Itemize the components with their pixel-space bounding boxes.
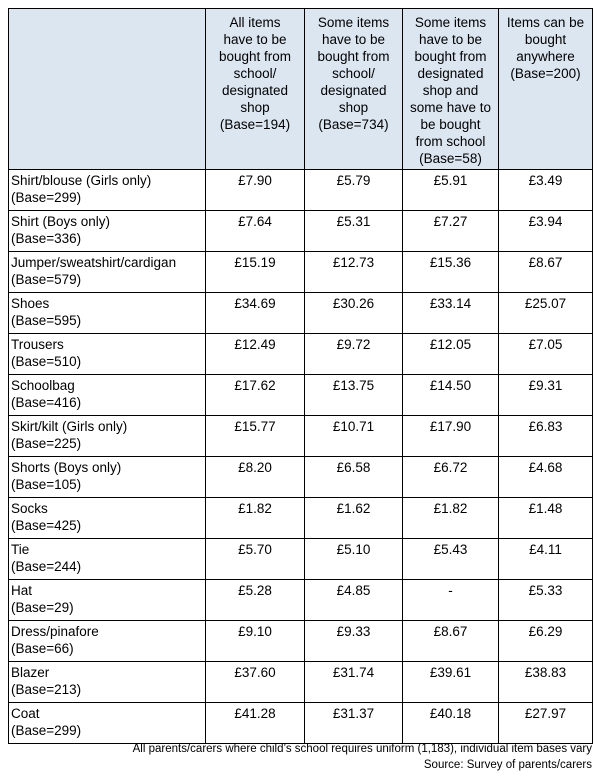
column-header-line: have to be (321, 32, 386, 47)
price-cell: £5.28 (206, 580, 305, 621)
column-header-line: bought from (317, 49, 390, 64)
column-header-line: anywhere (516, 49, 575, 64)
item-name: Jumper/sweatshirt/cardigan (11, 255, 177, 270)
price-cell: £1.48 (499, 498, 593, 539)
column-header-line: shop and (422, 83, 479, 98)
item-name: Shirt/blouse (Girls only) (11, 173, 152, 188)
header-row (9, 9, 593, 170)
table-row (9, 498, 593, 539)
price-cell: £12.73 (305, 252, 403, 293)
price-cell: £4.68 (499, 457, 593, 498)
price-cell: £7.27 (403, 211, 499, 252)
item-cell (9, 457, 206, 498)
price-cell: £6.29 (499, 621, 593, 662)
price-cell: £15.19 (206, 252, 305, 293)
price-cell: £8.67 (499, 252, 593, 293)
item-name: Hat (11, 583, 33, 598)
table-row (9, 662, 593, 703)
table-row (9, 375, 593, 416)
item-base: (Base=213) (11, 682, 82, 697)
price-cell: £5.43 (403, 539, 499, 580)
price-cell: £1.62 (305, 498, 403, 539)
item-cell (9, 334, 206, 375)
item-base: (Base=510) (11, 354, 82, 369)
table-row (9, 211, 593, 252)
table-row (9, 293, 593, 334)
price-cell: £41.28 (206, 703, 305, 744)
item-name: Schoolbag (11, 378, 75, 393)
column-header-line: (Base=194) (219, 117, 291, 132)
table-row (9, 539, 593, 580)
column-header-line: (Base=734) (318, 117, 389, 132)
column-header-line: shop (338, 100, 369, 115)
price-cell: - (403, 580, 499, 621)
price-cell: £31.37 (305, 703, 403, 744)
item-cell (9, 293, 206, 334)
table-header (9, 9, 593, 170)
table-row (9, 170, 593, 211)
price-cell: £33.14 (403, 293, 499, 334)
item-name: Skirt/kilt (Girls only) (11, 419, 128, 434)
column-header-line: designated (417, 66, 484, 81)
column-header-line: be bought (420, 117, 481, 132)
price-cell: £9.10 (206, 621, 305, 662)
price-cell: £1.82 (403, 498, 499, 539)
item-base: (Base=225) (11, 436, 82, 451)
column-header-line: designated (320, 83, 387, 98)
source-footnote: Source: Survey of parents/carers (423, 759, 592, 771)
item-name: Trousers (11, 337, 64, 352)
table-row (9, 621, 593, 662)
item-base: (Base=66) (11, 641, 74, 656)
item-base: (Base=299) (11, 723, 82, 738)
price-cell: £7.05 (499, 334, 593, 375)
price-cell: £6.58 (305, 457, 403, 498)
price-cell: £5.79 (305, 170, 403, 211)
price-cell: £6.72 (403, 457, 499, 498)
price-cell: £4.85 (305, 580, 403, 621)
price-cell: £14.50 (403, 375, 499, 416)
price-cell: £5.70 (206, 539, 305, 580)
column-header-line: some have to (409, 100, 492, 115)
price-cell: £10.71 (305, 416, 403, 457)
column-header (403, 9, 499, 170)
table-row (9, 252, 593, 293)
price-cell: £8.67 (403, 621, 499, 662)
column-header-line: from school (415, 134, 486, 149)
price-cell: £8.20 (206, 457, 305, 498)
price-cell: £12.05 (403, 334, 499, 375)
price-cell: £17.62 (206, 375, 305, 416)
item-cell (9, 416, 206, 457)
column-header-line: school/ (233, 66, 277, 81)
item-name: Shoes (11, 296, 50, 311)
column-header (206, 9, 305, 170)
price-cell: £15.36 (403, 252, 499, 293)
uniform-cost-table (8, 8, 593, 744)
item-name: Coat (11, 706, 40, 721)
item-cell (9, 580, 206, 621)
column-header-line: bought from (414, 49, 487, 64)
item-cell (9, 375, 206, 416)
table-row (9, 703, 593, 744)
column-header (499, 9, 593, 170)
column-header-line: bought (524, 32, 567, 47)
item-cell (9, 170, 206, 211)
table-body (9, 170, 593, 744)
item-cell (9, 211, 206, 252)
item-cell (9, 498, 206, 539)
price-cell: £34.69 (206, 293, 305, 334)
table-row (9, 580, 593, 621)
item-base: (Base=336) (11, 231, 82, 246)
price-cell: £9.72 (305, 334, 403, 375)
item-base: (Base=105) (11, 477, 82, 492)
price-cell: £25.07 (499, 293, 593, 334)
price-cell: £30.26 (305, 293, 403, 334)
price-cell: £3.49 (499, 170, 593, 211)
item-cell (9, 539, 206, 580)
column-header-line: have to be (223, 32, 287, 47)
price-cell: £6.83 (499, 416, 593, 457)
column-header-line: All items (229, 15, 281, 30)
price-cell: £5.33 (499, 580, 593, 621)
item-name: Socks (11, 501, 48, 516)
price-cell: £1.82 (206, 498, 305, 539)
price-cell: £31.74 (305, 662, 403, 703)
item-base: (Base=595) (11, 313, 82, 328)
item-name: Shirt (Boys only) (11, 214, 111, 229)
price-cell: £13.75 (305, 375, 403, 416)
price-cell: £38.83 (499, 662, 593, 703)
price-cell: £4.11 (499, 539, 593, 580)
column-header-line: (Base=200) (510, 66, 581, 81)
item-cell (9, 703, 206, 744)
price-cell: £27.97 (499, 703, 593, 744)
item-name: Dress/pinafore (11, 624, 99, 639)
item-base: (Base=425) (11, 518, 82, 533)
price-cell: £39.61 (403, 662, 499, 703)
item-name: Tie (11, 542, 30, 557)
price-cell: £15.77 (206, 416, 305, 457)
column-header-line: Some items (414, 15, 487, 30)
item-cell (9, 621, 206, 662)
price-cell: £5.10 (305, 539, 403, 580)
item-name: Blazer (11, 665, 50, 680)
column-header (305, 9, 403, 170)
base-footnote: All parents/carers where child’s school requires uniform (1,183), individual item bases vary (132, 743, 592, 755)
price-cell: £7.90 (206, 170, 305, 211)
price-cell: £37.60 (206, 662, 305, 703)
column-header-line: designated (221, 83, 289, 98)
item-base: (Base=416) (11, 395, 82, 410)
price-cell: £12.49 (206, 334, 305, 375)
column-header-line: Items can be (506, 15, 585, 30)
price-cell: £3.94 (499, 211, 593, 252)
column-header-line: school/ (332, 66, 375, 81)
price-cell: £9.33 (305, 621, 403, 662)
price-cell: £40.18 (403, 703, 499, 744)
table-row (9, 334, 593, 375)
price-cell: £5.91 (403, 170, 499, 211)
column-header-line: have to be (418, 32, 483, 47)
price-cell: £9.31 (499, 375, 593, 416)
column-header-line: bought from (218, 49, 292, 64)
item-base: (Base=299) (11, 190, 82, 205)
item-base: (Base=244) (11, 559, 82, 574)
item-base: (Base=29) (11, 600, 74, 615)
table-row (9, 457, 593, 498)
price-cell: £5.31 (305, 211, 403, 252)
item-cell (9, 662, 206, 703)
price-cell: £17.90 (403, 416, 499, 457)
column-header-line: (Base=58) (419, 151, 482, 166)
header-corner-cell (9, 9, 206, 170)
item-base: (Base=579) (11, 272, 82, 287)
price-cell: £7.64 (206, 211, 305, 252)
column-header-line: Some items (317, 15, 390, 30)
table-row (9, 416, 593, 457)
item-name: Shorts (Boys only) (11, 460, 122, 475)
column-header-line: shop (240, 100, 270, 115)
item-cell (9, 252, 206, 293)
